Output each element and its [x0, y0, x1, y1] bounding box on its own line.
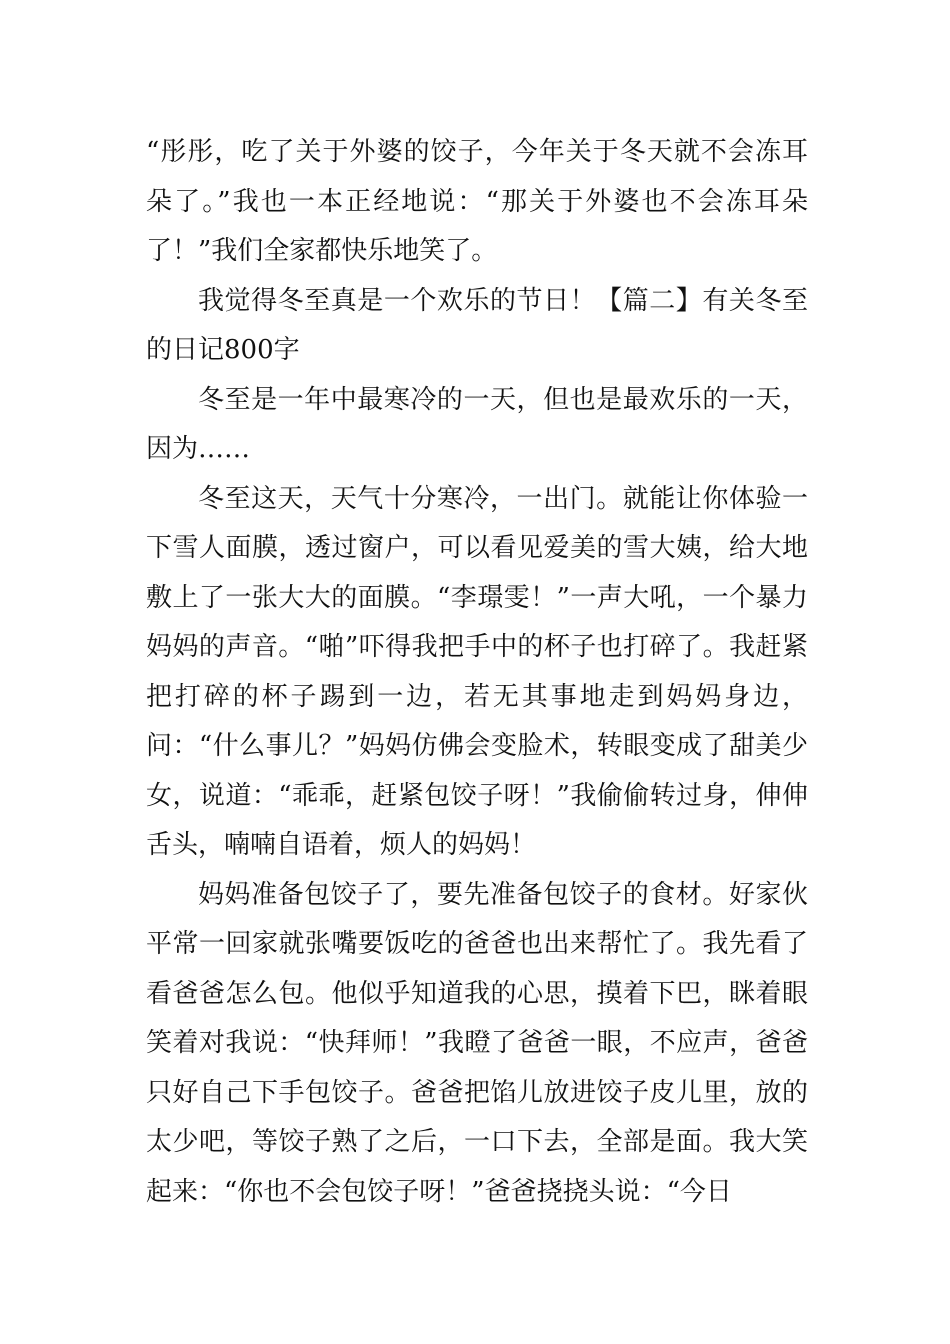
paragraph-2: 我觉得冬至真是一个欢乐的节日！【篇二】有关冬至的日记800字 [146, 285, 808, 365]
paragraph-1: “彤彤，吃了关于外婆的饺子，今年关于冬天就不会冻耳朵了。”我也一本正经地说：“那关于外婆也不会冻耳朵了！”我们全家都快乐地笑了。 [146, 137, 808, 266]
paragraph-5: 妈妈准备包饺子了，要先准备包饺子的食材。好家伙平常一回家就张嘴要饭吃的爸爸也出来帮忙了。我先看了看爸爸怎么包。他似乎知道我的心思，摸着下巴，眯着眼笑着对我说：“快拜师！”我瞪了爸爸一眼，不应声，爸爸只好自己下手包饺子。爸爸把馅儿放进饺子皮儿里，放的太少吧，等饺子熟了之后，一口下去，全部是面。我大笑起来：“你也不会包饺子呀！”爸爸挠挠头说：“今日 [146, 879, 808, 1207]
paragraph-4: 冬至这天，天气十分寒冷，一出门。就能让你体验一下雪人面膜，透过窗户，可以看见爱美的雪大姨，给大地敷上了一张大大的面膜。“李璟雯！”一声大吼，一个暴力妈妈的声音。“啪”吓得我把手中的杯子也打碎了。我赶紧把打碎的杯子踢到一边，若无其事地走到妈妈身边，问：“什么事儿？”妈妈仿佛会变脸术，转眼变成了甜美少女，说道：“乖乖，赶紧包饺子呀！”我偷偷转过身，伸伸舌头，喃喃自语着，烦人的妈妈！ [146, 483, 808, 860]
document-body [146, 128, 808, 1217]
paragraph-3: 冬至是一年中最寒冷的一天，但也是最欢乐的一天，因为…… [146, 384, 808, 464]
